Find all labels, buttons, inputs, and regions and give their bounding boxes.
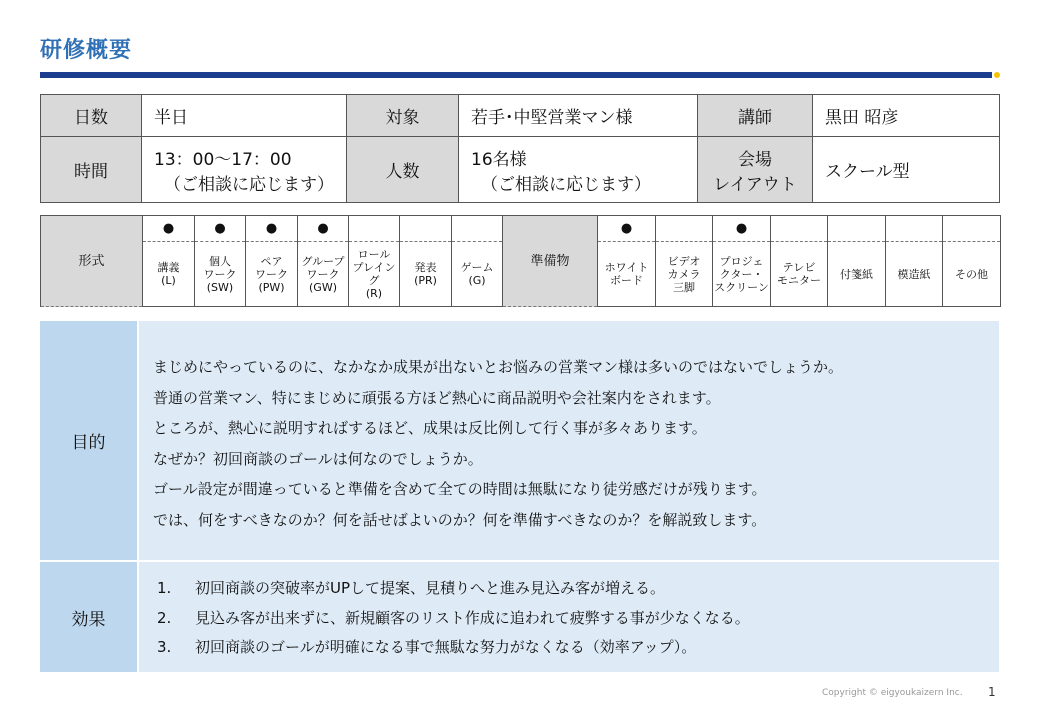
format-item-line: 発表 <box>414 261 437 274</box>
effect-item-text: 初回商談の突破率がUPして提案、見積りへと進み見込み客が増える。 <box>195 579 666 597</box>
equipment-item-line: スクリーン <box>714 280 769 294</box>
equipment-mark <box>656 216 713 242</box>
format-mark: ● <box>143 216 195 242</box>
equipment-item-tv-monitor <box>771 242 828 307</box>
format-mark: ● <box>298 216 349 242</box>
instructor-value: 黒田 昭彦 <box>813 95 1000 137</box>
purpose-label: 目的 <box>40 321 137 560</box>
equipment-item-line: プロジェ <box>719 254 764 268</box>
equipment-item-line: ボード <box>610 274 643 287</box>
effect-item-number: 3. <box>157 638 172 656</box>
days-label: 日数 <box>41 95 142 137</box>
effect-item <box>157 574 999 604</box>
people-cell <box>459 137 698 203</box>
purpose-effect-section <box>40 321 999 672</box>
equipment-mark: ● <box>598 216 656 242</box>
format-item-line: 個人 <box>209 254 231 268</box>
purpose-line: ところが、熱心に説明すればするほど、成果は反比例して行く事が多々あります。 <box>153 419 707 437</box>
equipment-item-line: 模造紙 <box>897 267 931 281</box>
time-label: 時間 <box>41 137 142 203</box>
format-mark <box>400 216 452 242</box>
format-item-line: プレイング <box>352 261 396 287</box>
purpose-line: では、何をすべきなのか？何を話せばよいのか？何を準備すべきなのか？を解説致します。 <box>153 510 767 529</box>
effect-item-number: 1. <box>157 579 172 597</box>
format-item-line: (G) <box>468 274 486 287</box>
format-equipment-table <box>40 215 1001 307</box>
equipment-item-line: テレビ <box>782 261 816 274</box>
format-item-presentation <box>400 242 452 307</box>
purpose-line: なぜか？初回商談のゴールは何なのでしょうか。 <box>153 449 483 468</box>
effect-row <box>40 562 999 672</box>
time-note: （ご相談に応じます） <box>164 174 334 195</box>
days-value: 半日 <box>142 95 347 137</box>
equipment-mark <box>886 216 943 242</box>
title-accent-dot <box>994 72 1000 78</box>
equipment-item-whiteboard <box>598 242 656 307</box>
format-item-group-work <box>298 242 349 307</box>
format-item-line: 講義 <box>157 261 180 274</box>
equipment-item-poster-paper <box>886 242 943 307</box>
equipment-mark: ● <box>713 216 771 242</box>
format-item-line: (PR) <box>414 274 437 287</box>
format-mark <box>349 216 400 242</box>
format-item-line: (GW) <box>309 280 337 294</box>
format-item-role-play <box>349 242 400 307</box>
equipment-item-line: カメラ <box>667 267 701 281</box>
purpose-line: 普通の営業マン、特にまじめに頑張る方ほど熱心に商品説明や会社案内をされます。 <box>153 388 721 407</box>
copyright: Copyright © eigyoukaizern Inc. <box>822 688 963 698</box>
format-mark: ● <box>246 216 298 242</box>
format-item-game <box>452 242 503 307</box>
overview-table <box>40 94 1000 203</box>
format-item-line: (PW) <box>258 280 285 294</box>
people-value: 16名様 <box>471 149 527 170</box>
format-item-line: ロール <box>357 248 391 261</box>
equipment-label: 準備物 <box>503 216 598 307</box>
time-value: 13：00～17：00 <box>154 149 292 170</box>
purpose-row <box>40 321 999 562</box>
equipment-item-line: 三脚 <box>673 280 695 294</box>
title-underline <box>40 72 992 78</box>
equipment-item-video-camera <box>656 242 713 307</box>
equipment-item-line: その他 <box>955 267 988 281</box>
equipment-item-sticky-notes <box>828 242 886 307</box>
purpose-line: ゴール設定が間違っていると準備を含めて全ての時間は無駄になり徒労感だけが残ります。 <box>153 480 767 498</box>
format-item-line: ワーク <box>255 267 288 281</box>
equipment-item-projector <box>713 242 771 307</box>
page-number: 1 <box>988 685 996 699</box>
format-item-solo-work <box>195 242 246 307</box>
format-item-pair-work <box>246 242 298 307</box>
format-item-lecture <box>143 242 195 307</box>
people-note: （ご相談に応じます） <box>481 174 651 195</box>
equipment-item-line: クター・ <box>719 267 764 281</box>
venue-value: スクール型 <box>813 137 1000 203</box>
equipment-item-line: ビデオ <box>667 254 701 268</box>
format-item-line: ワーク <box>306 267 340 281</box>
target-label: 対象 <box>347 95 459 137</box>
purpose-body <box>137 321 999 560</box>
effect-label: 効果 <box>40 562 137 672</box>
venue-label-line-1: 会場 <box>738 149 772 170</box>
effect-item <box>157 604 999 634</box>
format-item-line: ワーク <box>203 267 237 281</box>
effect-item-text: 見込み客が出来ずに、新規顧客のリスト作成に追われて疲弊する事が少なくなる。 <box>195 608 750 627</box>
format-item-line: (R) <box>365 287 383 300</box>
time-cell <box>142 137 347 203</box>
format-item-line: ゲーム <box>460 261 494 274</box>
effect-item-number: 2. <box>157 608 172 627</box>
page-title: 研修概要 <box>40 38 133 63</box>
purpose-line: まじめにやっているのに、なかなか成果が出ないとお悩みの営業マン様は多いのではないでしょうか。 <box>153 358 844 376</box>
format-mark <box>452 216 503 242</box>
effect-body <box>137 562 999 672</box>
people-label: 人数 <box>347 137 459 203</box>
equipment-mark <box>943 216 1001 242</box>
instructor-label: 講師 <box>698 95 813 137</box>
equipment-item-line: モニター <box>777 274 821 287</box>
equipment-mark <box>828 216 886 242</box>
format-item-line: (SW) <box>206 280 234 294</box>
format-item-line: (L) <box>161 274 176 287</box>
effect-item <box>157 633 999 663</box>
equipment-item-line: ホワイト <box>604 261 649 274</box>
format-item-line: ペア <box>260 254 283 268</box>
format-item-line: グループ <box>301 254 345 268</box>
equipment-item-other <box>943 242 1001 307</box>
target-value: 若手･中堅営業マン様 <box>459 95 698 137</box>
equipment-item-line: 付箋紙 <box>840 267 873 281</box>
venue-label-line-2: レイアウト <box>713 174 797 195</box>
format-label: 形式 <box>41 216 143 307</box>
equipment-mark <box>771 216 828 242</box>
format-mark: ● <box>195 216 246 242</box>
venue-label-cell <box>698 137 813 203</box>
effect-item-text: 初回商談のゴールが明確になる事で無駄な努力がなくなる（効率アップ）。 <box>195 638 697 656</box>
